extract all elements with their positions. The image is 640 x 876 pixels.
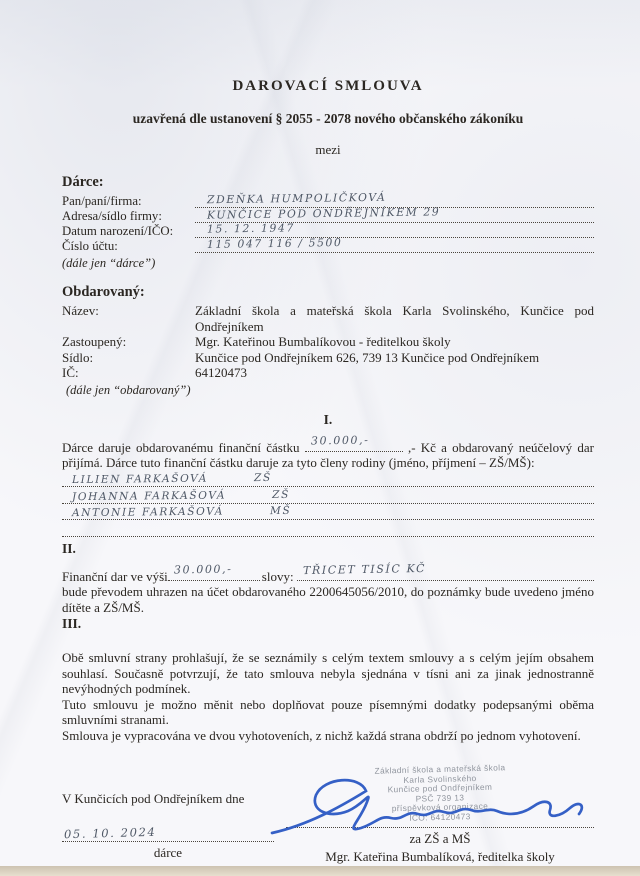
donor-signature-line xyxy=(62,811,274,842)
document-subtitle: uzavřená dle ustanovení § 2055 - 2078 nového občanského zákoníku xyxy=(132,111,524,126)
family-member-1-handwritten: LILIEN FARKAŠOVÁ ZŠ xyxy=(71,471,272,487)
stamp-line: Základní škola a mateřská škola xyxy=(374,762,506,776)
family-member-line xyxy=(62,504,594,521)
donee-field-row xyxy=(62,303,594,334)
article-2-amount-line xyxy=(62,561,594,585)
date-handwritten: 05. 10. 2024 xyxy=(63,824,157,842)
school-caption: za ZŠ a MŠ xyxy=(409,830,471,846)
donor-note: (dále jen “dárce”) xyxy=(62,256,156,270)
article-2-text-before: Finanční dar ve výši xyxy=(62,568,168,584)
place-and-date-label: V Kunčicích pod Ondřejníkem dne xyxy=(62,791,245,806)
donor-field-row xyxy=(62,235,594,253)
stamp-line: Karla Svolinského xyxy=(403,772,477,785)
donee-address-value: Kunčice pod Ondřejníkem 626, 739 13 Kunčice pod Ondřejníkem xyxy=(195,349,540,365)
donee-representative-value: Mgr. Kateřinou Bumbalíkovou - ředitelkou školy xyxy=(195,334,451,349)
amount-handwritten-2: 30.000,- xyxy=(173,562,233,577)
school-stamp xyxy=(286,763,594,823)
donor-address-label: Adresa/sídlo firmy: xyxy=(62,208,162,223)
donor-birthdate-line xyxy=(195,220,594,238)
donor-heading: Dárce: xyxy=(62,174,104,190)
article-3-paragraph-3: Smlouva je vypracována ve dvou vyhotoveních, z nichž každá strana obdrží po jednom vyhotovení. xyxy=(62,727,581,743)
donee-note: (dále jen “obdarovaný”) xyxy=(66,382,191,397)
donee-section xyxy=(62,284,594,398)
donor-field-row xyxy=(62,190,594,208)
donor-field-row xyxy=(62,204,594,223)
family-member-2-handwritten: JOHANNA FARKAŠOVÁ ZŠ xyxy=(71,488,290,503)
stamp-line: příspěvková organizace xyxy=(391,801,489,814)
donee-name-value: Základní škola a mateřská škola Karla Svolinského, Kunčice pod Ondřejníkem xyxy=(195,303,594,334)
donor-address-handwritten: KUNČICE POD ONDŘEJNÍKEM 29 xyxy=(206,204,441,222)
article-1-paragraph xyxy=(62,433,594,471)
family-member-line xyxy=(62,487,594,504)
amount-words-fill-line xyxy=(297,561,594,581)
article-3-heading: III. xyxy=(62,616,82,631)
donee-field-row xyxy=(62,334,594,350)
article-1-text-after: ,- Kč a obdarovaný neúčelový dar přijímá. Dárce tuto finanční částku daruje za tyto členy rodiny (jméno, příjmení – ZŠ/MŠ): xyxy=(62,439,594,470)
stamp-line: IČO: 64120473 xyxy=(409,811,471,823)
amount-fill-line-2 xyxy=(168,562,260,581)
amount-words-handwritten: TŘICET TISÍC KČ xyxy=(302,561,426,578)
donee-address-label: Sídlo: xyxy=(62,349,94,365)
donee-field-row xyxy=(62,365,594,381)
family-member-line-empty xyxy=(62,520,594,537)
amount-handwritten: 30.000,- xyxy=(310,433,370,448)
donee-heading: Obdarovaný: xyxy=(62,284,145,300)
article-3-paragraph-1: Obě smluvní strany prohlašují, že se seznámily s celým textem smlouvy a s celým jejím obsahem souhlasí. Současně potvrzují, že tato smlouva nebyla sjednána v tísni ani za jinak jednostranně nevýhodných podmínek. xyxy=(62,650,594,696)
donee-name-label: Název: xyxy=(62,303,99,318)
donor-address-line xyxy=(195,204,594,223)
donor-birthdate-label: Datum narození/IČO: xyxy=(62,223,174,238)
donor-name-label: Pan/paní/firma: xyxy=(62,193,142,208)
article-3-paragraph-2: Tuto smlouvu je možno měnit nebo doplňovat pouze písemnými dodatky podepsanými oběma smluvními stranami. xyxy=(62,696,594,727)
donor-signature-block xyxy=(62,763,274,865)
donee-ic-label: IČ: xyxy=(62,365,79,380)
donor-section xyxy=(62,174,594,271)
stamp-line: PSČ 739 13 xyxy=(415,792,465,804)
donor-birthdate-handwritten: 15. 12. 1947 xyxy=(206,220,295,236)
donor-account-label: Číslo účtu: xyxy=(62,238,118,253)
scan-paper-edge xyxy=(0,866,640,876)
article-1-heading: I. xyxy=(323,411,333,427)
article-1-text-before: Dárce daruje obdarovanému finanční částku xyxy=(62,439,305,455)
signature-section xyxy=(62,763,594,865)
school-signature-block xyxy=(286,763,594,865)
donor-name-handwritten: ZDEŇKA HUMPOLIČKOVÁ xyxy=(206,190,387,206)
donee-representative-label: Zastoupený: xyxy=(62,334,127,349)
donor-account-handwritten: 115 047 116 / 5500 xyxy=(206,235,343,251)
donee-ic-value: 64120473 xyxy=(195,365,247,380)
article-2-heading: II. xyxy=(62,540,76,556)
donee-field-row xyxy=(62,350,594,366)
donor-caption: dárce xyxy=(153,845,183,860)
document-title: DAROVACÍ SMLOUVA xyxy=(232,78,424,94)
amount-fill-line xyxy=(305,433,403,452)
between-label: mezi xyxy=(315,142,341,157)
family-member-3-handwritten: ANTONIE FARKAŠOVÁ MŠ xyxy=(71,504,292,520)
principal-name: Mgr. Kateřina Bumbalíková, ředitelka školy xyxy=(325,848,555,864)
family-member-line xyxy=(62,471,594,488)
stamp-line: Kunčice pod Ondřejníkem xyxy=(387,781,493,795)
donor-account-line xyxy=(195,235,594,253)
slovy-label: slovy: xyxy=(261,568,294,584)
article-2-paragraph: bude převodem uhrazen na účet obdarovaného 2200645056/2010, do poznámky bude uvedeno jméno dítěte a ZŠ/MŠ. xyxy=(62,584,594,615)
